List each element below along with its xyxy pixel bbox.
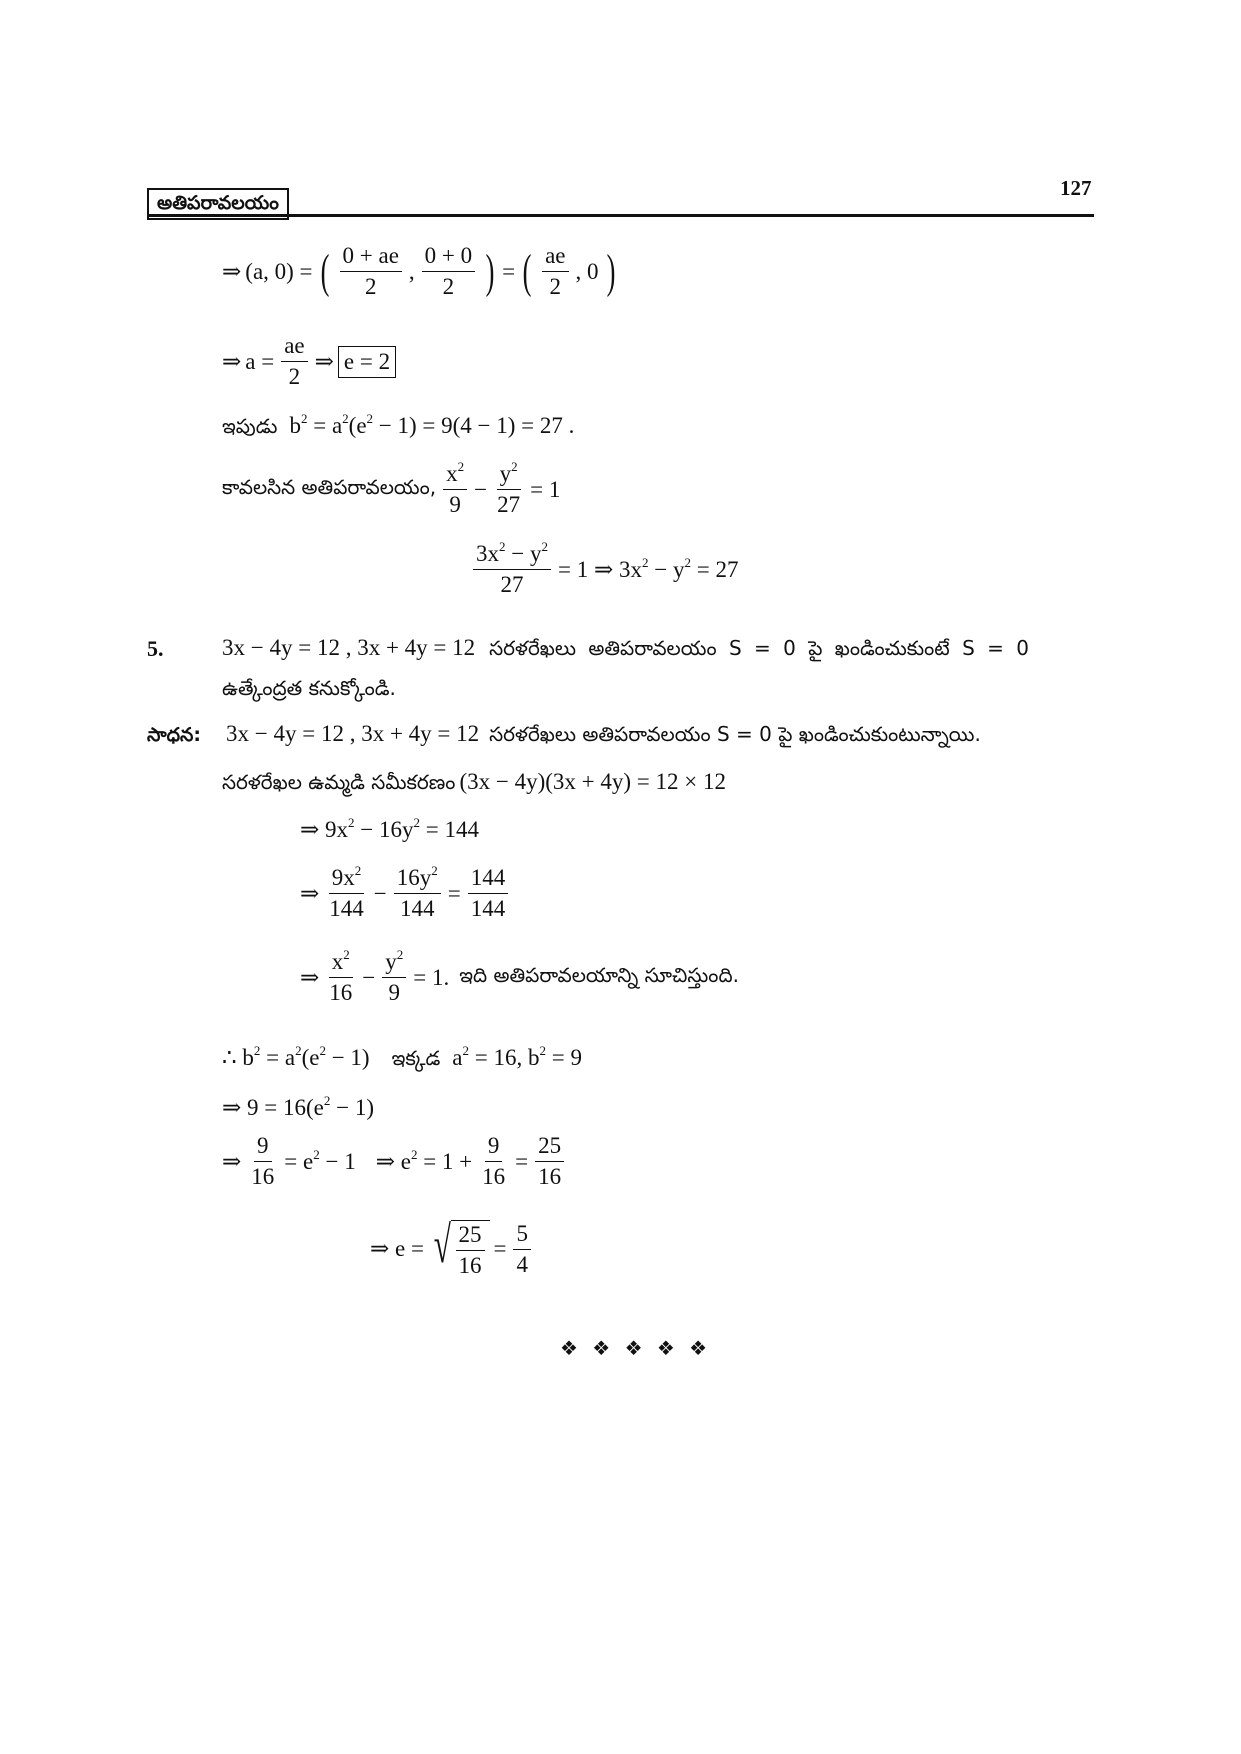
sup: 2 [684,554,691,570]
fraction [535,1134,564,1189]
solution-line1 [226,722,981,751]
problem-statement-line2: ఉత్కేంద్రత కనుక్కోండి. [222,676,396,700]
equals: = [493,1236,507,1262]
sup: 2 [343,947,350,962]
minus: − [474,476,488,502]
denominator: 4 [516,1251,528,1277]
sup: 2 [539,1043,546,1058]
sup: 2 [410,1146,418,1162]
rhs: = 27 [690,556,739,582]
solution-text: సరళరేఖలు అతిపరావలయం S = 0 పై ఖండించుకుంటున్నాయి. [489,722,981,746]
fraction [326,947,355,1006]
denominator: 2 [364,274,377,300]
equation-step-4 [222,459,561,518]
equation-step-2 [222,334,396,389]
fraction [542,244,568,299]
implies-symbol: ⇒ [300,964,320,990]
solution-math: 3x − 4y = 12 , 3x + 4y = 12 [226,721,480,746]
expr: ⇒ e [375,1148,411,1174]
numerator: 9 [485,1134,503,1162]
problem-text: సరళరేఖలు అతిపరావలయం S = 0 పై ఖండించుకుంటే S = 0 [489,636,1029,660]
rhs: = 1 [530,476,561,502]
expr: = 1 + [417,1148,473,1174]
expr: = 16, b [469,1045,540,1070]
rhs: = 1. [413,964,450,990]
equals: = [447,880,461,906]
expr: − 1 [319,1148,356,1174]
solution-step-2 [300,863,511,922]
sup: 2 [641,554,649,570]
fraction [473,539,551,598]
fraction [394,863,441,922]
fraction [494,459,523,518]
solution-step-7 [370,1217,534,1279]
sup: 2 [300,411,308,426]
sup: 2 [413,815,421,830]
fraction [443,459,467,518]
joint-equation: (3x − 4y)(3x + 4y) = 12 × 12 [459,769,726,794]
expr: − 16y [354,817,414,842]
denominator: 27 [497,492,521,518]
equation-step-1 [222,244,619,299]
denominator: 2 [288,364,301,390]
sup: 2 [354,863,362,878]
sup: 2 [348,815,355,830]
fraction [422,244,475,299]
boxed-result: e = 2 [338,346,396,378]
expr: (e [301,1045,320,1070]
solution-line2 [222,770,726,799]
implies-expr: ⇒ e = [370,1236,424,1262]
fraction [456,1223,485,1278]
fraction [468,866,509,921]
joint-equation-label: సరళరేఖల ఉమ్మడి సమీకరణం [222,770,456,794]
numerator: y [499,461,512,486]
fraction [326,863,367,922]
implies-symbol: ⇒ [222,1148,242,1174]
numerator: 25 [456,1223,485,1251]
solution-step-3 [300,947,739,1006]
expr: − 1) [330,1095,375,1120]
expr: = 9 [545,1045,582,1070]
label-required-hyperbola: కావలసిన అతిపరావలయం, [222,475,437,500]
sup: 2 [541,539,548,554]
numerator: 5 [513,1222,531,1250]
header-rule [147,214,1094,217]
page-number: 127 [1060,176,1092,200]
sup: 2 [457,459,465,474]
sup: 2 [511,459,518,474]
paren-close: ) [606,244,615,298]
expr: = a [260,1045,296,1070]
paren-open: ( [320,244,329,298]
numerator: ae [281,334,307,362]
sup: 2 [313,1146,320,1162]
fraction [340,244,402,299]
solution-step-5 [222,1093,375,1120]
numerator: 3x [476,541,499,566]
expr: ⇒ 9 = 16(e [222,1095,324,1120]
comma: , [408,258,415,284]
denominator: 2 [549,274,562,300]
numerator: y [385,949,397,974]
solution-step-4 [222,1043,582,1075]
problem-math: 3x − 4y = 12 , 3x + 4y = 12 [222,635,476,660]
fraction [479,1134,508,1189]
denominator: 27 [500,572,524,598]
denominator: 16 [458,1253,482,1279]
sup: 2 [295,1043,302,1058]
problem-number: 5. [147,636,164,661]
implies-symbol: ⇒ [222,258,242,284]
expr: ⇒ 9x [300,817,349,842]
numerator: 9x [331,865,355,890]
fraction [248,1134,277,1189]
sup: 2 [499,539,506,554]
implies-symbol: ⇒ [300,880,320,906]
implies-symbol: ⇒ [222,348,242,374]
rhs: = 1 ⇒ 3x [557,556,642,582]
tail: , 0 [575,258,599,284]
sup: 2 [462,1043,469,1058]
numerator: x [446,461,458,486]
sup: 2 [319,1043,326,1058]
denominator: 144 [329,896,364,922]
numerator: 144 [468,866,509,894]
label-now: ఇపుడు [222,414,278,438]
denominator: 16 [329,980,353,1006]
numerator: 0 + 0 [422,244,475,272]
minus: − [362,964,376,990]
equals: = [515,1148,529,1174]
sup: 2 [431,863,438,878]
denominator: 144 [400,896,435,922]
sup: 2 [366,411,374,426]
sup: 2 [253,1043,261,1058]
paren-open: ( [522,244,532,298]
chapter-title: అతిపరావలయం [157,192,279,214]
radical-sign: √ [433,1217,451,1274]
equals: = [502,258,516,284]
denominator: 16 [251,1164,275,1190]
lhs: (a, 0) = [245,258,313,284]
expr: (e [348,413,367,438]
denominator: 2 [442,274,455,300]
denominator: 9 [388,980,401,1006]
expr: = a [307,413,343,438]
denominator: 144 [470,896,506,922]
fraction [382,947,406,1006]
expr: ∴ b [222,1045,254,1070]
denominator: 9 [449,492,461,518]
numerator: − y [505,541,542,566]
minus: − [373,880,387,906]
equation-step-3 [222,411,575,443]
problem-statement-line1 [222,636,1029,665]
fraction [513,1222,531,1277]
lhs: a = [245,348,275,374]
sup: 2 [396,947,404,962]
expr: − 1) = 9(4 − 1) = 27 . [373,413,575,438]
fraction [281,334,307,389]
expr: a [452,1045,463,1070]
denominator: 16 [538,1164,562,1190]
rhs: − y [648,556,685,582]
expr: b [289,413,301,438]
sup: 2 [323,1093,331,1108]
implies-symbol: ⇒ [314,348,334,374]
paren-close: ) [485,244,495,298]
solution-step-1 [300,815,479,842]
solution-step-6 [222,1134,567,1189]
numerator: 25 [535,1134,564,1162]
numerator: x [331,949,344,974]
section-end-ornament: ❖ ❖ ❖ ❖ ❖ [560,1336,712,1360]
label-here: ఇక్కడ [391,1046,441,1070]
solution-label: సాధన: [147,724,201,746]
expr: − 1) [325,1045,370,1070]
hyperbola-indicator-text: ఇది అతిపరావలయాన్ని సూచిస్తుంది. [459,963,739,988]
square-root [428,1217,490,1279]
expr: = e [284,1148,314,1174]
numerator: ae [542,244,568,272]
radicand [451,1220,490,1278]
numerator: 0 + ae [340,244,402,272]
expr: = 144 [420,817,479,842]
numerator: 9 [254,1134,272,1162]
equation-step-5 [470,539,739,598]
sup: 2 [342,411,349,426]
numerator: 16y [396,865,432,890]
denominator: 16 [482,1164,506,1190]
